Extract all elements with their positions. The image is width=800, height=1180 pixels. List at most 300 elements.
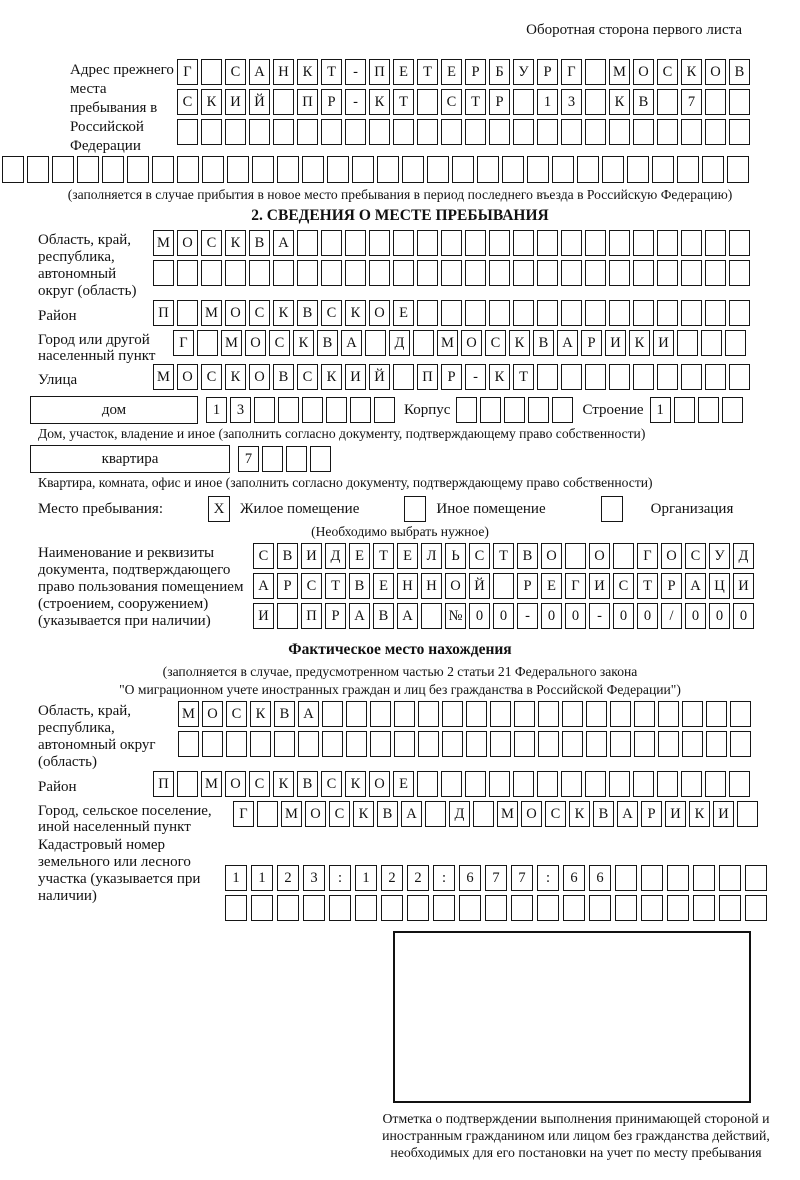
- char-box[interactable]: [249, 260, 270, 286]
- char-box[interactable]: С: [249, 300, 270, 326]
- char-box[interactable]: [561, 230, 582, 256]
- char-box[interactable]: К: [509, 330, 530, 356]
- checkbox-other-premises[interactable]: [404, 496, 426, 522]
- char-box[interactable]: К: [293, 330, 314, 356]
- char-box[interactable]: [633, 230, 654, 256]
- char-box[interactable]: Т: [637, 573, 658, 599]
- char-box[interactable]: К: [689, 801, 710, 827]
- char-box[interactable]: [201, 119, 222, 145]
- char-box[interactable]: [177, 156, 199, 183]
- char-box[interactable]: [730, 701, 751, 727]
- char-box[interactable]: [745, 865, 767, 891]
- char-box[interactable]: П: [369, 59, 390, 85]
- char-box[interactable]: [514, 701, 535, 727]
- char-box[interactable]: [537, 895, 559, 921]
- char-box[interactable]: [2, 156, 24, 183]
- char-box[interactable]: Д: [733, 543, 754, 569]
- char-box[interactable]: -: [517, 603, 538, 629]
- char-box[interactable]: Е: [393, 300, 414, 326]
- char-box[interactable]: О: [705, 59, 726, 85]
- char-box[interactable]: [729, 364, 750, 390]
- char-box[interactable]: К: [201, 89, 222, 115]
- char-box[interactable]: [225, 119, 246, 145]
- char-box[interactable]: [561, 364, 582, 390]
- char-box[interactable]: [345, 119, 366, 145]
- char-box[interactable]: [152, 156, 174, 183]
- char-box[interactable]: Р: [489, 89, 510, 115]
- char-box[interactable]: :: [433, 865, 455, 891]
- char-box[interactable]: Г: [173, 330, 194, 356]
- char-box[interactable]: К: [321, 364, 342, 390]
- char-box[interactable]: [77, 156, 99, 183]
- char-box[interactable]: С: [269, 330, 290, 356]
- char-box[interactable]: [421, 603, 442, 629]
- char-box[interactable]: [609, 260, 630, 286]
- char-box[interactable]: [513, 230, 534, 256]
- char-box[interactable]: [633, 300, 654, 326]
- char-box[interactable]: Р: [325, 603, 346, 629]
- char-box[interactable]: С: [485, 330, 506, 356]
- char-box[interactable]: Т: [325, 573, 346, 599]
- char-box[interactable]: 0: [493, 603, 514, 629]
- char-box[interactable]: И: [665, 801, 686, 827]
- char-box[interactable]: [609, 364, 630, 390]
- char-box[interactable]: [609, 230, 630, 256]
- char-box[interactable]: С: [249, 771, 270, 797]
- char-box[interactable]: [477, 156, 499, 183]
- char-box[interactable]: Е: [441, 59, 462, 85]
- char-box[interactable]: [417, 230, 438, 256]
- char-box[interactable]: [202, 156, 224, 183]
- char-box[interactable]: Р: [581, 330, 602, 356]
- char-box[interactable]: [702, 156, 724, 183]
- char-box[interactable]: [633, 260, 654, 286]
- char-box[interactable]: Г: [565, 573, 586, 599]
- char-box[interactable]: Г: [233, 801, 254, 827]
- char-box[interactable]: [286, 446, 307, 472]
- char-box[interactable]: 6: [589, 865, 611, 891]
- char-box[interactable]: [441, 771, 462, 797]
- char-box[interactable]: [537, 260, 558, 286]
- char-box[interactable]: П: [301, 603, 322, 629]
- char-box[interactable]: [585, 771, 606, 797]
- char-box[interactable]: П: [153, 771, 174, 797]
- char-box[interactable]: 6: [459, 865, 481, 891]
- char-box[interactable]: [251, 895, 273, 921]
- char-box[interactable]: И: [589, 573, 610, 599]
- char-box[interactable]: 7: [485, 865, 507, 891]
- char-box[interactable]: Р: [321, 89, 342, 115]
- char-box[interactable]: С: [201, 364, 222, 390]
- char-box[interactable]: [705, 260, 726, 286]
- char-box[interactable]: Е: [349, 543, 370, 569]
- char-box[interactable]: С: [321, 771, 342, 797]
- char-box[interactable]: Т: [465, 89, 486, 115]
- char-box[interactable]: [504, 397, 525, 423]
- char-box[interactable]: [297, 230, 318, 256]
- char-box[interactable]: 7: [511, 865, 533, 891]
- char-box[interactable]: [394, 731, 415, 757]
- char-box[interactable]: Й: [249, 89, 270, 115]
- char-box[interactable]: В: [277, 543, 298, 569]
- char-box[interactable]: 0: [733, 603, 754, 629]
- char-box[interactable]: 0: [469, 603, 490, 629]
- char-box[interactable]: [513, 89, 534, 115]
- char-box[interactable]: [641, 895, 663, 921]
- char-box[interactable]: [562, 701, 583, 727]
- char-box[interactable]: Д: [325, 543, 346, 569]
- char-box[interactable]: К: [250, 701, 271, 727]
- char-box[interactable]: [585, 119, 606, 145]
- char-box[interactable]: О: [305, 801, 326, 827]
- char-box[interactable]: [681, 364, 702, 390]
- char-box[interactable]: М: [153, 230, 174, 256]
- char-box[interactable]: [729, 230, 750, 256]
- char-box[interactable]: [442, 731, 463, 757]
- char-box[interactable]: [701, 330, 722, 356]
- char-box[interactable]: [177, 300, 198, 326]
- char-box[interactable]: [693, 865, 715, 891]
- char-box[interactable]: [427, 156, 449, 183]
- char-box[interactable]: С: [201, 230, 222, 256]
- char-box[interactable]: 2: [277, 865, 299, 891]
- char-box[interactable]: Р: [517, 573, 538, 599]
- char-box[interactable]: [374, 397, 395, 423]
- char-box[interactable]: [705, 771, 726, 797]
- char-box[interactable]: [297, 260, 318, 286]
- char-box[interactable]: [365, 330, 386, 356]
- checkbox-organization[interactable]: [601, 496, 623, 522]
- char-box[interactable]: Е: [541, 573, 562, 599]
- char-box[interactable]: [355, 895, 377, 921]
- char-box[interactable]: [52, 156, 74, 183]
- char-box[interactable]: 7: [681, 89, 702, 115]
- char-box[interactable]: С: [329, 801, 350, 827]
- char-box[interactable]: [466, 701, 487, 727]
- char-box[interactable]: С: [321, 300, 342, 326]
- char-box[interactable]: Р: [465, 59, 486, 85]
- char-box[interactable]: [465, 300, 486, 326]
- char-box[interactable]: [615, 865, 637, 891]
- char-box[interactable]: [490, 701, 511, 727]
- char-box[interactable]: [441, 260, 462, 286]
- char-box[interactable]: К: [681, 59, 702, 85]
- char-box[interactable]: [633, 119, 654, 145]
- char-box[interactable]: К: [569, 801, 590, 827]
- char-box[interactable]: К: [273, 771, 294, 797]
- char-box[interactable]: [537, 300, 558, 326]
- char-box[interactable]: [658, 731, 679, 757]
- char-box[interactable]: В: [274, 701, 295, 727]
- char-box[interactable]: Б: [489, 59, 510, 85]
- char-box[interactable]: Р: [641, 801, 662, 827]
- char-box[interactable]: [729, 89, 750, 115]
- char-box[interactable]: [561, 300, 582, 326]
- char-box[interactable]: И: [733, 573, 754, 599]
- char-box[interactable]: В: [593, 801, 614, 827]
- char-box[interactable]: [425, 801, 446, 827]
- char-box[interactable]: 0: [613, 603, 634, 629]
- char-box[interactable]: [225, 260, 246, 286]
- char-box[interactable]: [273, 89, 294, 115]
- char-box[interactable]: С: [685, 543, 706, 569]
- char-box[interactable]: [441, 300, 462, 326]
- char-box[interactable]: [729, 119, 750, 145]
- char-box[interactable]: [226, 731, 247, 757]
- char-box[interactable]: [322, 731, 343, 757]
- char-box[interactable]: [417, 300, 438, 326]
- char-box[interactable]: А: [401, 801, 422, 827]
- char-box[interactable]: [561, 771, 582, 797]
- char-box[interactable]: 3: [230, 397, 251, 423]
- char-box[interactable]: [433, 895, 455, 921]
- char-box[interactable]: [681, 230, 702, 256]
- char-box[interactable]: [609, 119, 630, 145]
- char-box[interactable]: [585, 59, 606, 85]
- char-box[interactable]: К: [489, 364, 510, 390]
- char-box[interactable]: [277, 895, 299, 921]
- char-box[interactable]: В: [297, 771, 318, 797]
- char-box[interactable]: [513, 300, 534, 326]
- char-box[interactable]: М: [609, 59, 630, 85]
- char-box[interactable]: [657, 300, 678, 326]
- char-box[interactable]: 0: [637, 603, 658, 629]
- char-box[interactable]: [417, 771, 438, 797]
- char-box[interactable]: [682, 731, 703, 757]
- char-box[interactable]: С: [301, 573, 322, 599]
- char-box[interactable]: [402, 156, 424, 183]
- char-box[interactable]: [257, 801, 278, 827]
- char-box[interactable]: 1: [537, 89, 558, 115]
- char-box[interactable]: В: [297, 300, 318, 326]
- char-box[interactable]: Д: [449, 801, 470, 827]
- char-box[interactable]: О: [177, 364, 198, 390]
- char-box[interactable]: [489, 230, 510, 256]
- char-box[interactable]: [493, 573, 514, 599]
- char-box[interactable]: [413, 330, 434, 356]
- char-box[interactable]: [634, 731, 655, 757]
- char-box[interactable]: [465, 119, 486, 145]
- char-box[interactable]: [480, 397, 501, 423]
- char-box[interactable]: [729, 300, 750, 326]
- char-box[interactable]: [326, 397, 347, 423]
- char-box[interactable]: О: [369, 300, 390, 326]
- char-box[interactable]: 2: [407, 865, 429, 891]
- char-box[interactable]: Н: [397, 573, 418, 599]
- char-box[interactable]: [502, 156, 524, 183]
- char-box[interactable]: [177, 771, 198, 797]
- char-box[interactable]: 1: [355, 865, 377, 891]
- char-box[interactable]: -: [465, 364, 486, 390]
- char-box[interactable]: [667, 895, 689, 921]
- char-box[interactable]: И: [653, 330, 674, 356]
- char-box[interactable]: Д: [389, 330, 410, 356]
- char-box[interactable]: [273, 119, 294, 145]
- char-box[interactable]: А: [397, 603, 418, 629]
- char-box[interactable]: [277, 603, 298, 629]
- char-box[interactable]: [102, 156, 124, 183]
- char-box[interactable]: С: [177, 89, 198, 115]
- char-box[interactable]: К: [629, 330, 650, 356]
- char-box[interactable]: Е: [373, 573, 394, 599]
- char-box[interactable]: О: [445, 573, 466, 599]
- char-box[interactable]: [489, 260, 510, 286]
- char-box[interactable]: 6: [563, 865, 585, 891]
- char-box[interactable]: [745, 895, 767, 921]
- char-box[interactable]: [527, 156, 549, 183]
- char-box[interactable]: [693, 895, 715, 921]
- char-box[interactable]: [537, 771, 558, 797]
- char-box[interactable]: Л: [421, 543, 442, 569]
- char-box[interactable]: И: [253, 603, 274, 629]
- char-box[interactable]: К: [225, 230, 246, 256]
- char-box[interactable]: [459, 895, 481, 921]
- char-box[interactable]: Г: [637, 543, 658, 569]
- char-box[interactable]: 1: [650, 397, 671, 423]
- char-box[interactable]: 2: [381, 865, 403, 891]
- char-box[interactable]: [727, 156, 749, 183]
- char-box[interactable]: [369, 260, 390, 286]
- char-box[interactable]: 0: [541, 603, 562, 629]
- char-box[interactable]: П: [153, 300, 174, 326]
- char-box[interactable]: [729, 260, 750, 286]
- char-box[interactable]: [538, 731, 559, 757]
- char-box[interactable]: В: [373, 603, 394, 629]
- char-box[interactable]: [657, 89, 678, 115]
- char-box[interactable]: П: [417, 364, 438, 390]
- char-box[interactable]: 1: [225, 865, 247, 891]
- char-box[interactable]: 7: [238, 446, 259, 472]
- char-box[interactable]: С: [613, 573, 634, 599]
- char-box[interactable]: В: [349, 573, 370, 599]
- char-box[interactable]: [657, 230, 678, 256]
- char-box[interactable]: [418, 731, 439, 757]
- char-box[interactable]: К: [273, 300, 294, 326]
- char-box[interactable]: [552, 397, 573, 423]
- char-box[interactable]: Г: [561, 59, 582, 85]
- char-box[interactable]: И: [713, 801, 734, 827]
- char-box[interactable]: -: [345, 59, 366, 85]
- char-box[interactable]: Г: [177, 59, 198, 85]
- char-box[interactable]: [201, 59, 222, 85]
- char-box[interactable]: Е: [393, 59, 414, 85]
- char-box[interactable]: [369, 119, 390, 145]
- char-box[interactable]: С: [297, 364, 318, 390]
- checkbox-residential[interactable]: X: [208, 496, 230, 522]
- char-box[interactable]: [127, 156, 149, 183]
- char-box[interactable]: И: [345, 364, 366, 390]
- char-box[interactable]: П: [297, 89, 318, 115]
- char-box[interactable]: [393, 260, 414, 286]
- char-box[interactable]: Й: [369, 364, 390, 390]
- char-box[interactable]: [737, 801, 758, 827]
- char-box[interactable]: Р: [277, 573, 298, 599]
- char-box[interactable]: Е: [393, 771, 414, 797]
- char-box[interactable]: В: [533, 330, 554, 356]
- char-box[interactable]: О: [661, 543, 682, 569]
- char-box[interactable]: [350, 397, 371, 423]
- char-box[interactable]: [705, 230, 726, 256]
- char-box[interactable]: [706, 731, 727, 757]
- char-box[interactable]: [465, 771, 486, 797]
- char-box[interactable]: О: [225, 300, 246, 326]
- char-box[interactable]: [250, 731, 271, 757]
- char-box[interactable]: [705, 89, 726, 115]
- char-box[interactable]: [346, 731, 367, 757]
- char-box[interactable]: [633, 364, 654, 390]
- char-box[interactable]: А: [273, 230, 294, 256]
- char-box[interactable]: [178, 731, 199, 757]
- char-box[interactable]: [585, 230, 606, 256]
- char-box[interactable]: М: [201, 771, 222, 797]
- char-box[interactable]: [262, 446, 283, 472]
- char-box[interactable]: У: [513, 59, 534, 85]
- char-box[interactable]: М: [497, 801, 518, 827]
- char-box[interactable]: И: [225, 89, 246, 115]
- char-box[interactable]: [657, 260, 678, 286]
- char-box[interactable]: [698, 397, 719, 423]
- char-box[interactable]: [641, 865, 663, 891]
- char-box[interactable]: Е: [397, 543, 418, 569]
- char-box[interactable]: Ц: [709, 573, 730, 599]
- char-box[interactable]: О: [633, 59, 654, 85]
- char-box[interactable]: [441, 230, 462, 256]
- char-box[interactable]: [345, 230, 366, 256]
- char-box[interactable]: В: [633, 89, 654, 115]
- char-box[interactable]: А: [349, 603, 370, 629]
- char-box[interactable]: [657, 771, 678, 797]
- char-box[interactable]: А: [253, 573, 274, 599]
- char-box[interactable]: К: [353, 801, 374, 827]
- char-box[interactable]: [393, 364, 414, 390]
- char-box[interactable]: [297, 119, 318, 145]
- char-box[interactable]: [705, 119, 726, 145]
- char-box[interactable]: [681, 119, 702, 145]
- char-box[interactable]: [465, 260, 486, 286]
- char-box[interactable]: [552, 156, 574, 183]
- char-box[interactable]: [252, 156, 274, 183]
- char-box[interactable]: [706, 701, 727, 727]
- char-box[interactable]: М: [178, 701, 199, 727]
- char-box[interactable]: А: [617, 801, 638, 827]
- char-box[interactable]: [725, 330, 746, 356]
- char-box[interactable]: [705, 300, 726, 326]
- char-box[interactable]: О: [177, 230, 198, 256]
- char-box[interactable]: О: [461, 330, 482, 356]
- char-box[interactable]: Ь: [445, 543, 466, 569]
- char-box[interactable]: М: [281, 801, 302, 827]
- char-box[interactable]: [585, 89, 606, 115]
- char-box[interactable]: Т: [513, 364, 534, 390]
- char-box[interactable]: С: [253, 543, 274, 569]
- char-box[interactable]: [586, 701, 607, 727]
- char-box[interactable]: [201, 260, 222, 286]
- char-box[interactable]: В: [377, 801, 398, 827]
- char-box[interactable]: [722, 397, 743, 423]
- char-box[interactable]: [514, 731, 535, 757]
- char-box[interactable]: -: [345, 89, 366, 115]
- char-box[interactable]: А: [249, 59, 270, 85]
- char-box[interactable]: [719, 895, 741, 921]
- char-box[interactable]: М: [201, 300, 222, 326]
- char-box[interactable]: [610, 701, 631, 727]
- char-box[interactable]: [321, 260, 342, 286]
- char-box[interactable]: О: [369, 771, 390, 797]
- char-box[interactable]: О: [202, 701, 223, 727]
- char-box[interactable]: [202, 731, 223, 757]
- char-box[interactable]: Р: [441, 364, 462, 390]
- char-box[interactable]: [225, 895, 247, 921]
